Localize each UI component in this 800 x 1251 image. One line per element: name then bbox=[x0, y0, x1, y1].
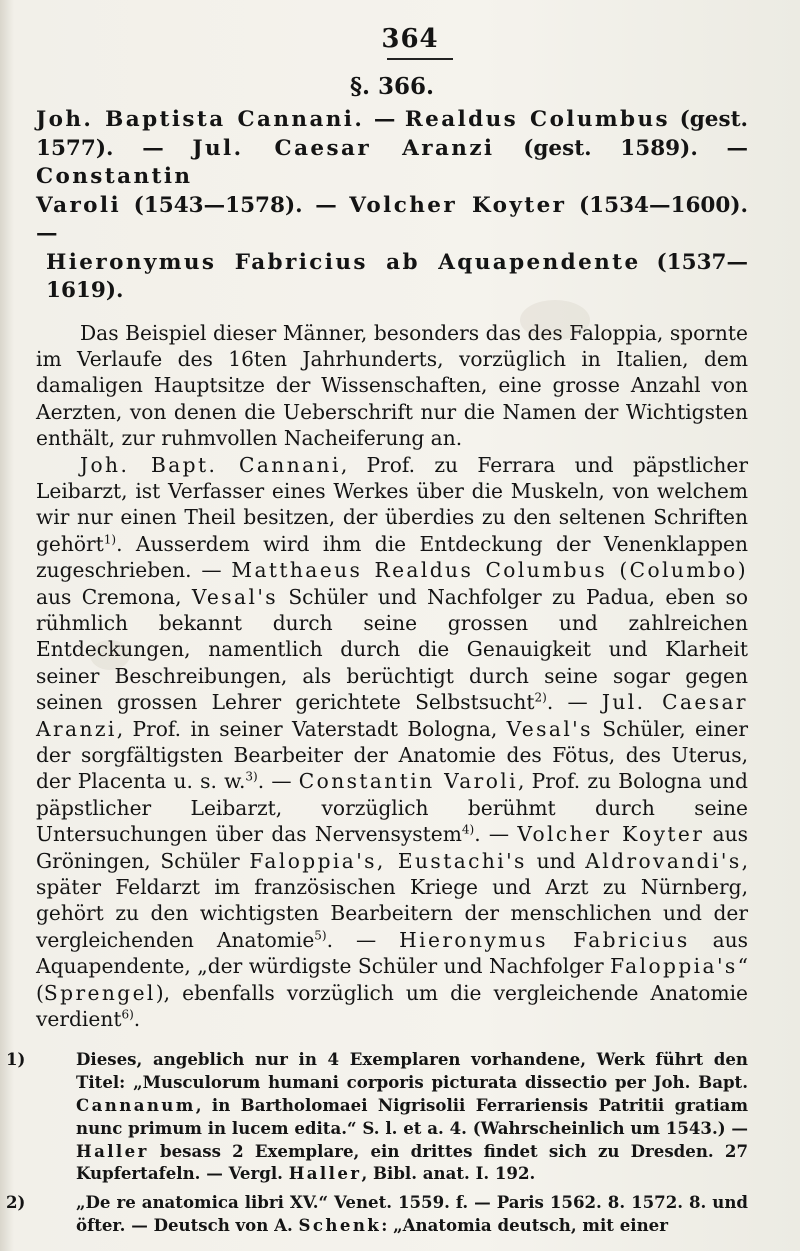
person-name: Jul. Caesar Aranzi bbox=[36, 690, 748, 741]
paper-stain bbox=[520, 300, 590, 340]
text-run: „De re anatomica libri XV.“ Venet. 1559. f. — Paris 1562. 8. 1572. 8. und öfter. — Deutsch von A. bbox=[76, 1192, 748, 1236]
heading-name: Varoli bbox=[36, 192, 122, 218]
footnote-ref: 2) bbox=[534, 690, 547, 705]
footnote-ref: 1) bbox=[103, 532, 117, 547]
text-run: . Ausserdem wird ihm die Entdeckung der Venenklappen zugeschrieben. — bbox=[36, 531, 748, 583]
text-run: , in Bartholomaei Nigrisolii Ferrariensis Patritii gratiam nunc primum in lucem edita.“ S. l. et a. 4. (Wahrscheinlich um 1543.) — bbox=[76, 1095, 748, 1138]
heading-line bbox=[36, 249, 748, 306]
footnote-ref: 5) bbox=[314, 928, 327, 943]
heading-name: Constantin bbox=[36, 164, 193, 189]
text-run: Schüler, einer der sorgfältigsten Bearbeiter der Anatomie des Fötus, des Uterus, der Placenta u. s. w. bbox=[36, 716, 748, 794]
person-name: Cannanum bbox=[76, 1095, 196, 1116]
text-run: . — bbox=[257, 769, 299, 794]
paragraph: Das Beispiel dieser Männer, besonders das des Faloppia, spornte im Verlaufe des 16ten Jahrhunderts, vorzüglich in Italien, dem damaligen Hauptsitze der Wissenschaften, eine grosse Anzahl von Aerzten, von denen die Ueberschrift nur die Namen der Wichtigsten enthält, zur ruhmvollen Nacheiferung an. bbox=[36, 320, 748, 451]
heading-text: (1534—1600). — bbox=[36, 192, 748, 246]
heading-line bbox=[36, 135, 748, 192]
person-name: Haller bbox=[76, 1140, 149, 1161]
person-name: Matthaeus Realdus Columbus (Columbo) bbox=[231, 558, 748, 583]
footnote-1 bbox=[6, 1048, 748, 1185]
text-run: . bbox=[133, 1007, 141, 1032]
text-run: , Bibl. anat. I. 192. bbox=[361, 1163, 536, 1184]
text-run: , Prof. in seiner Vaterstadt Bologna, bbox=[116, 716, 507, 741]
text-run: , später Feldarzt im französischen Kriege und Arzt zu Nürnberg, gehört zu den wichtigsten Bearbeitern der menschlichen und der vergleichenden Anatomie bbox=[36, 848, 748, 952]
heading-name: Hieronymus Fabricius ab Aquapendente bbox=[46, 249, 641, 275]
person-name: Aldrovandi's bbox=[585, 848, 742, 873]
footnotes bbox=[6, 1048, 748, 1236]
text-run: ), ebenfalls vorzüglich um die vergleichende Anatomie verdient bbox=[36, 980, 748, 1032]
text-run: “ ( bbox=[36, 954, 748, 1005]
text-run: . — bbox=[326, 927, 400, 952]
paragraph bbox=[36, 452, 748, 1033]
text-run: : „Anatomia deutsch, mit einer bbox=[381, 1215, 668, 1236]
person-name: Constantin Varoli bbox=[298, 769, 518, 794]
heading-text: — bbox=[364, 107, 405, 132]
heading-text: (1543—1578). — bbox=[121, 192, 350, 218]
text-run: besass 2 Exemplare, ein drittes findet sich zu Dresden. 27 Kupfertafeln. — Vergl. bbox=[76, 1140, 748, 1184]
text-run: . — bbox=[474, 822, 518, 847]
page-number: 364 bbox=[381, 24, 439, 54]
person-name: Schenk bbox=[298, 1215, 382, 1236]
text-run: Dieses, angeblich nur in 4 Exemplaren vorhandene, Werk führt den Titel: „Musculorum humani corporis picturata dissectio per Joh. Bapt. bbox=[76, 1049, 748, 1093]
footnote-number: 1) bbox=[6, 1049, 26, 1070]
footnote-2 bbox=[6, 1191, 748, 1237]
person-name: Faloppia's, Eustachi's bbox=[249, 848, 527, 873]
heading-line bbox=[36, 192, 748, 249]
section-heading bbox=[36, 106, 748, 306]
heading-text: (gest. 1589). — bbox=[494, 135, 749, 161]
text-run: aus Cremona, bbox=[36, 584, 192, 609]
paper-stain bbox=[90, 640, 130, 670]
body-text bbox=[36, 320, 748, 1033]
text-run: . — bbox=[546, 690, 602, 715]
person-name: Faloppia's bbox=[610, 954, 738, 979]
person-name: Vesal's bbox=[191, 584, 279, 609]
text-run: Schüler und Nachfolger zu Padua, eben so rühmlich bekannt durch seine grossen und zahlreichen Entdeckungen, namentlich durch die Genauigkeit und Klarheit seiner Beschreibungen, als berüchtigt durch seine sogar gegen seinen grossen Lehrer gerichtete Selbstsucht bbox=[36, 584, 748, 715]
heading-name: Volcher Koyter bbox=[349, 192, 567, 218]
heading-name: Joh. Baptista Cannani. bbox=[36, 107, 365, 132]
person-name: Joh. Bapt. Cannani bbox=[80, 452, 341, 477]
heading-text: (gest. bbox=[670, 107, 748, 132]
person-name: Hieronymus Fabricius bbox=[399, 927, 690, 952]
footnote-number: 2) bbox=[6, 1192, 26, 1213]
text-run: aus Gröningen, Schüler bbox=[36, 822, 748, 873]
heading-name: Jul. Caesar Aranzi bbox=[192, 135, 495, 161]
text-run: , Prof. zu Ferrara und päpstlicher Leibarzt, ist Verfasser eines Werkes über die Muskeln, von welchem wir nur einen Theil besitzen, der überdies zu den seltenen Schriften gehört bbox=[36, 452, 748, 556]
heading-text: 1577). — bbox=[36, 135, 193, 161]
footnote-ref: 4) bbox=[461, 822, 475, 837]
person-name: Sprengel bbox=[43, 980, 156, 1005]
heading-text: (1537—1619). bbox=[46, 249, 748, 303]
person-name: Volcher Koyter bbox=[517, 822, 705, 847]
footnote-ref: 6) bbox=[121, 1007, 134, 1022]
section-mark: §. 366. bbox=[349, 73, 435, 100]
page-number-rule bbox=[387, 58, 453, 60]
person-name: Haller bbox=[288, 1163, 362, 1184]
text-run: und bbox=[526, 848, 586, 873]
person-name: Vesal's bbox=[506, 716, 593, 741]
footnote-ref: 3) bbox=[245, 769, 258, 784]
text-run: aus Aquapendente, „der würdigste Schüler und Nachfolger bbox=[36, 927, 748, 979]
heading-name: Realdus Columbus bbox=[404, 107, 671, 132]
heading-line bbox=[36, 106, 748, 135]
text-run: , Prof. zu Bologna und päpstlicher Leibarzt, vorzüglich berühmt durch seine Untersuchungen über das Nervensystem bbox=[36, 769, 748, 847]
